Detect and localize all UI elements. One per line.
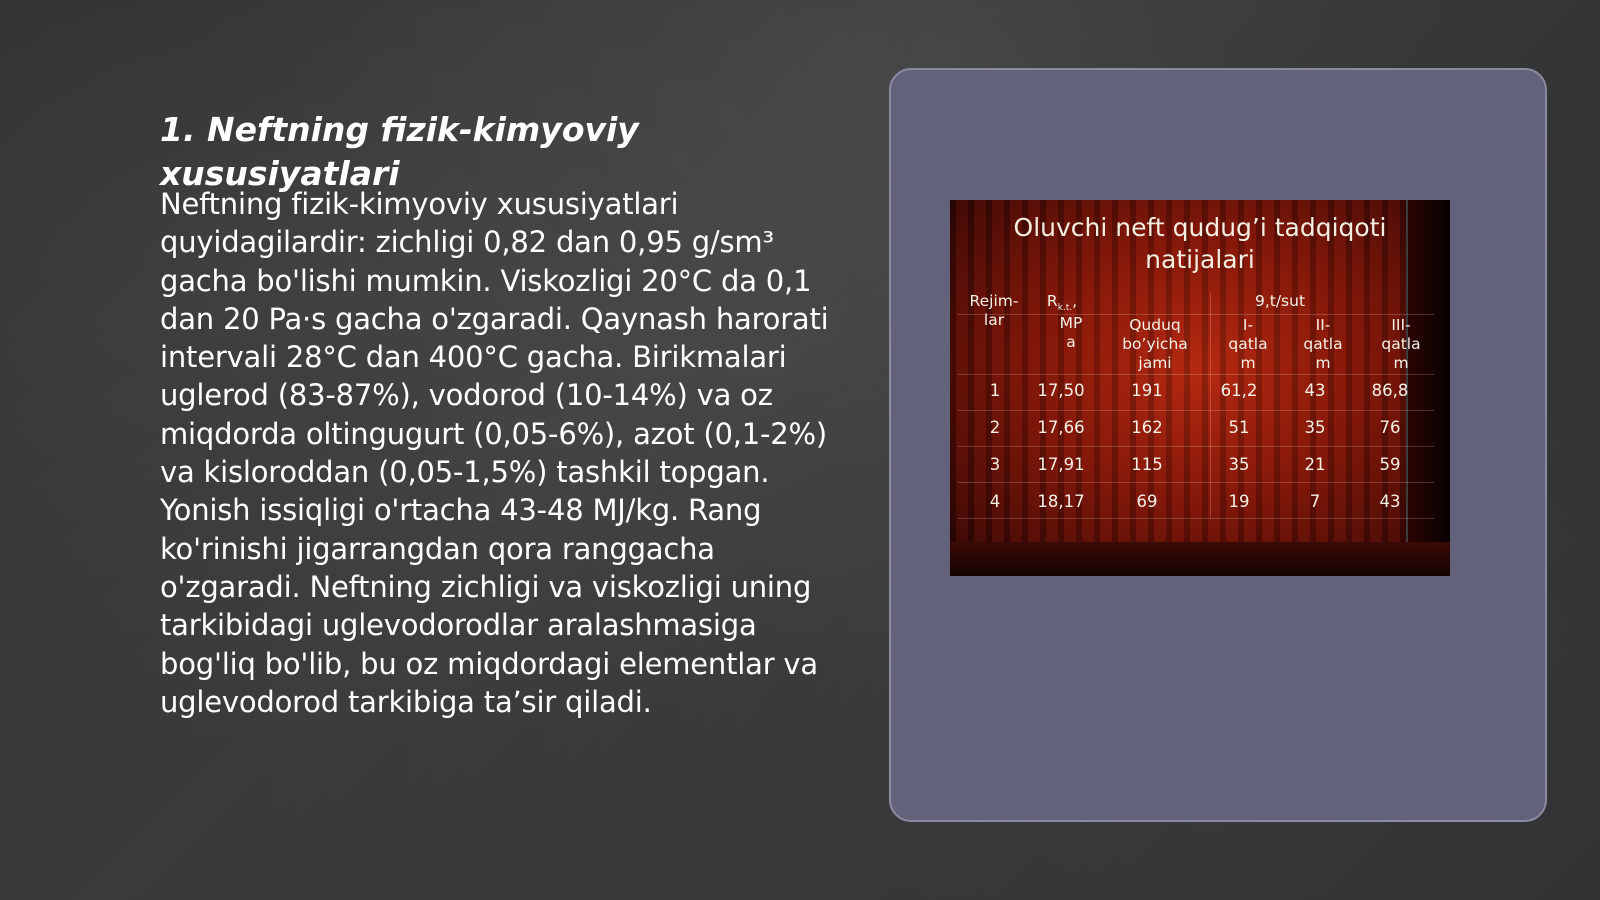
cell-qatlam-2: 21: [1304, 455, 1326, 474]
cell-quduq-jami: 162: [1131, 418, 1163, 437]
cell-qatlam-1: 61,2: [1220, 381, 1258, 400]
cell-qatlam-3: 43: [1379, 492, 1401, 511]
rule-col-q: [1210, 292, 1211, 518]
header-pressure-subscript: k.t.: [1057, 303, 1073, 314]
header-quduq-jami: Quduq bo’yicha jami: [1122, 316, 1188, 372]
slide-body-text: Neftning fizik-kimyoviy xususiyatlari quyidagilardir: zichligi 0,82 dan 0,95 g/sm³ gacha bo'lishi mumkin. Viskozligi 20°C da 0,1 dan 20 Pa·s gacha o'zgaradi. Qaynash harorati intervali 28°C dan 400°C gacha. Birikmalari uglerod (83-87%), vodorod (10-14%) va oz miqdorda oltingugurt (0,05-6%), azot (0,1-2%) va kisloroddan (0,05-1,5%) tashkil topgan. Yonish issiqligi o'rtacha 43-48 MJ/kg. Rang ko'rinishi jigarrangdan qora ranggacha o'zgaradi. Neftning zichligi va viskozligi uning tarkibidagi uglevodorodlar aralashmasiga bog'liq bo'lib, bu oz miqdordagi elementlar va uglevodorod tarkibiga ta’sir qiladi.: [160, 187, 829, 719]
header-qatlam-1: I- qatla m: [1228, 316, 1268, 372]
cell-rejim: 3: [989, 455, 1001, 474]
results-table-image: [950, 200, 1450, 576]
header-pressure-symbol: R: [1046, 292, 1058, 310]
header-pressure-unit: MP a: [1059, 314, 1083, 351]
cell-qatlam-3: 59: [1379, 455, 1401, 474]
stage-floor: [950, 542, 1450, 576]
cell-qatlam-1: 19: [1228, 492, 1250, 511]
cell-quduq-jami: 115: [1131, 455, 1163, 474]
header-qatlam-2: II- qatla m: [1303, 316, 1343, 372]
table-title-line1: Oluvchi neft qudug’i tadqiqoti: [1013, 213, 1387, 242]
cell-qatlam-3: 76: [1379, 418, 1401, 437]
rule-row-3: [958, 482, 1434, 483]
cell-qatlam-2: 7: [1309, 492, 1321, 511]
cell-qatlam-2: 35: [1304, 418, 1326, 437]
cell-quduq-jami: 191: [1131, 381, 1163, 400]
cell-quduq-jami: 69: [1136, 492, 1158, 511]
header-q-group: 9,t/sut: [1254, 292, 1306, 310]
header-rejimlar: Rejim- lar: [969, 292, 1019, 329]
cell-pressure: 17,66: [1037, 418, 1085, 437]
header-qatlam-3: III- qatla m: [1381, 316, 1421, 372]
rule-row-0: [958, 374, 1434, 375]
cell-pressure: 17,50: [1037, 381, 1085, 400]
table-title-line2: natijalari: [1145, 245, 1255, 274]
rule-row-2: [958, 446, 1434, 447]
cell-qatlam-3: 86,8: [1371, 381, 1409, 400]
cell-pressure: 17,91: [1037, 455, 1085, 474]
slide-title: 1. Neftning fizik-kimyoviy xususiyatlari: [160, 110, 639, 193]
header-pressure-comma: ,: [1072, 292, 1078, 310]
cell-pressure: 18,17: [1037, 492, 1085, 511]
cell-rejim: 2: [989, 418, 1001, 437]
cell-qatlam-1: 51: [1228, 418, 1250, 437]
rule-header: [958, 314, 1434, 315]
rule-row-4: [958, 518, 1434, 519]
table-title: [950, 212, 1450, 276]
cell-rejim: 4: [989, 492, 1001, 511]
cell-rejim: 1: [989, 381, 1001, 400]
cell-qatlam-2: 43: [1304, 381, 1326, 400]
rule-row-1: [958, 410, 1434, 411]
cell-qatlam-1: 35: [1228, 455, 1250, 474]
